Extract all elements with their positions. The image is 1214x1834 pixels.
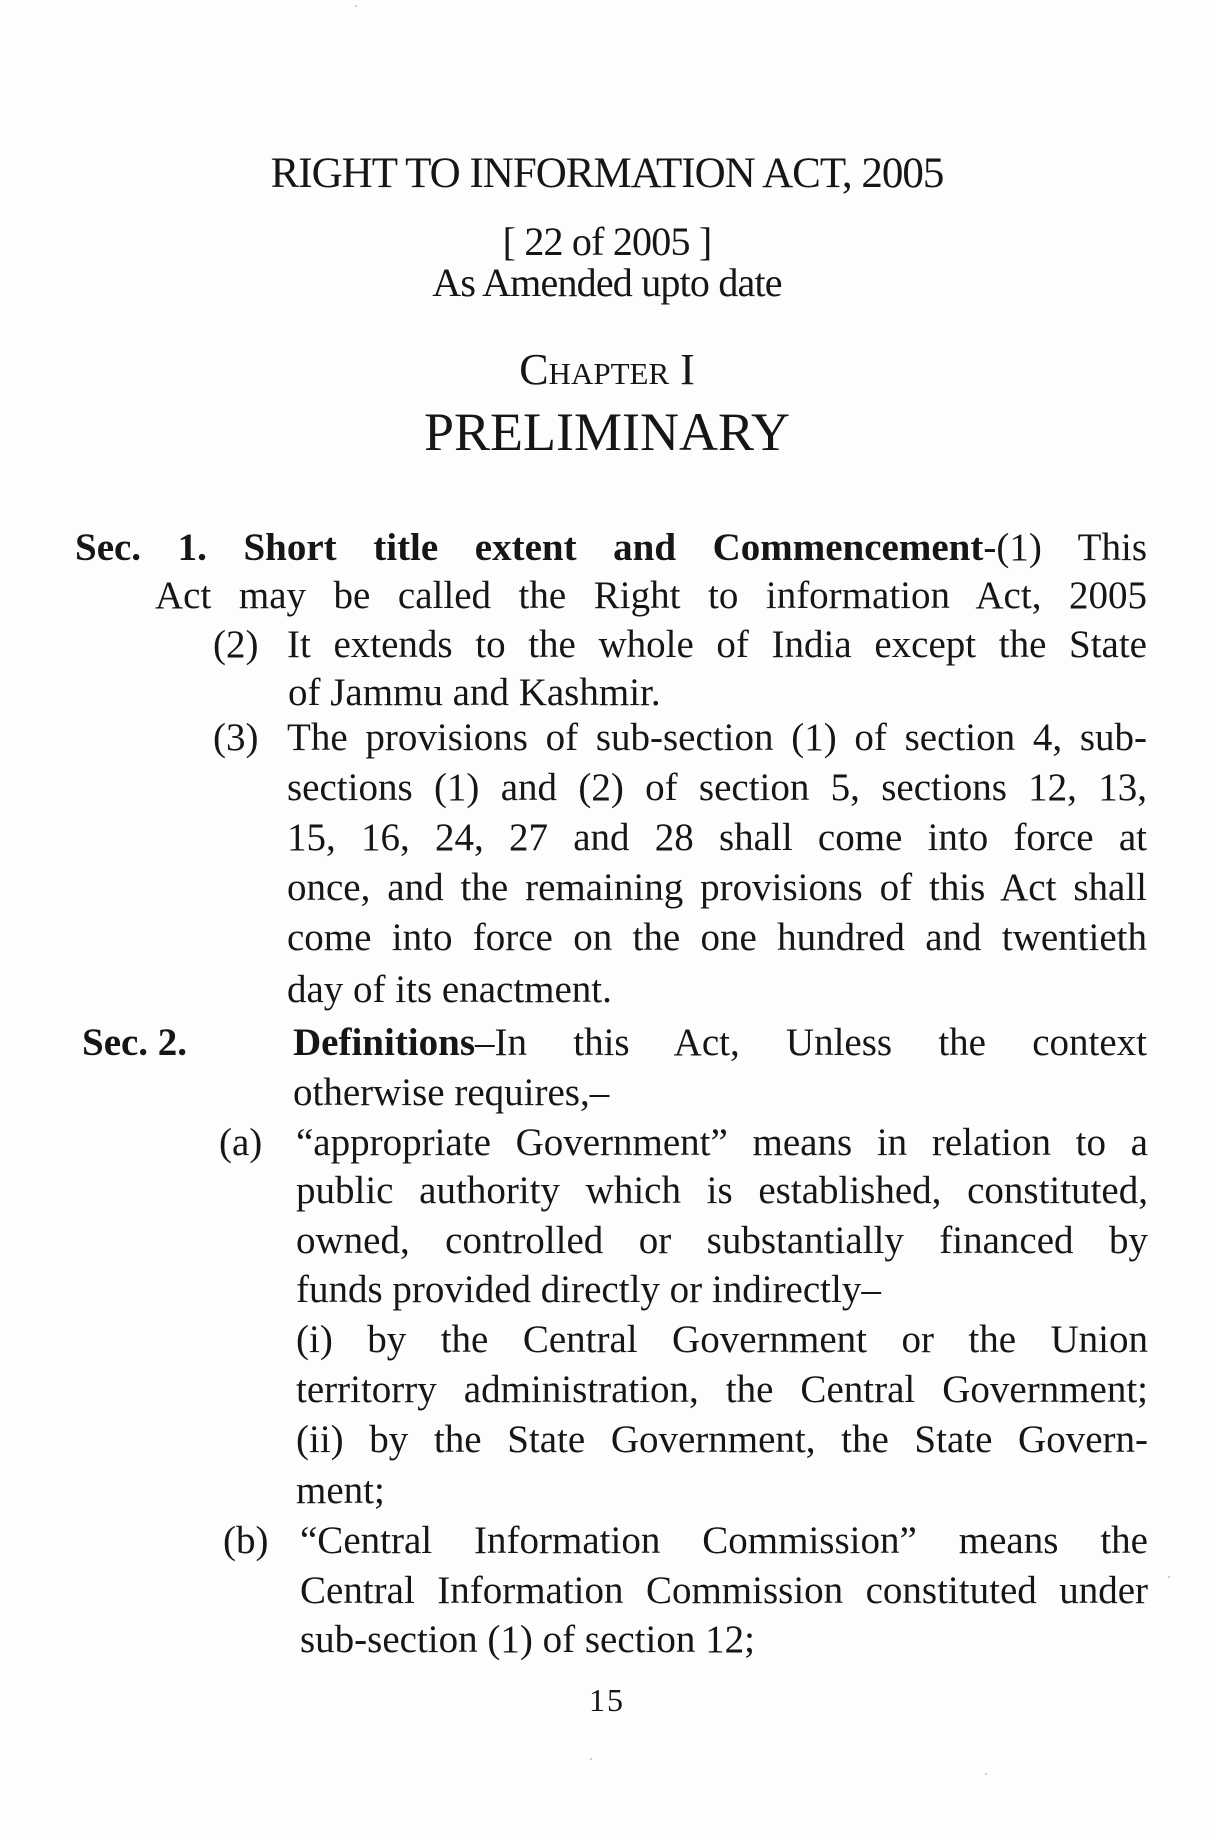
amendment-note: As Amended upto date xyxy=(432,260,782,305)
act-number: [ 22 of 2005 ] xyxy=(502,219,712,264)
section-2-heading-line xyxy=(293,1023,1147,1067)
clause-text: 15, 16, 24, 27 and 28 shall come into force at xyxy=(287,816,1147,859)
subclause-line xyxy=(296,1370,1148,1414)
clause-line xyxy=(287,918,1147,962)
clause-text: sections (1) and (2) of section 5, sections 12, 13, xyxy=(287,766,1147,809)
clause-line: sub-section (1) of section 12; xyxy=(300,1618,755,1661)
section-text: –In this Act, Unless the context xyxy=(475,1021,1147,1064)
clause-line xyxy=(296,1171,1148,1215)
clause-marker: (b) xyxy=(223,1519,269,1562)
clause-text: once, and the remaining provisions of this Act shall xyxy=(287,866,1147,909)
subclause-text: (i) by the Central Government or the Union xyxy=(296,1318,1148,1361)
clause-line xyxy=(287,718,1147,762)
section-1-line xyxy=(155,576,1147,620)
section-text: -(1) This xyxy=(983,526,1148,569)
subclause-line: ment; xyxy=(296,1469,385,1512)
section-1-heading-line xyxy=(75,528,1147,572)
section-label: Sec. 2. xyxy=(82,1021,188,1064)
clause-text: public authority which is established, constituted, xyxy=(296,1169,1148,1212)
section-text: otherwise requires,– xyxy=(293,1071,610,1114)
clause-marker: (3) xyxy=(213,716,259,759)
clause-line xyxy=(300,1571,1148,1615)
clause-marker: (2) xyxy=(213,623,259,666)
clause-text: “appropriate Government” means in relation to a xyxy=(296,1121,1148,1164)
clause-line: day of its enactment. xyxy=(287,968,612,1011)
clause-line xyxy=(287,868,1147,912)
act-title: RIGHT TO INFORMATION ACT, 2005 xyxy=(270,150,944,197)
clause-marker: (a) xyxy=(219,1121,263,1164)
clause-text: “Central Information Commission” means the xyxy=(300,1519,1148,1562)
scan-speck xyxy=(985,1773,987,1775)
clause-text: owned, controlled or substantially financed by xyxy=(296,1219,1148,1262)
subclause-line xyxy=(296,1320,1148,1364)
clause-text: come into force on the one hundred and twentieth xyxy=(287,916,1147,959)
subclause-text: territorry administration, the Central Government; xyxy=(296,1368,1148,1411)
subclause-text: (ii) by the State Government, the State Govern- xyxy=(296,1418,1148,1461)
section-text: Act may be called the Right to information Act, 2005 xyxy=(155,574,1147,617)
clause-line xyxy=(296,1123,1148,1167)
scan-speck xyxy=(1168,1576,1170,1578)
clause-line: funds provided directly or indirectly– xyxy=(296,1268,881,1311)
clause-text: Central Information Commission constituted under xyxy=(300,1569,1148,1612)
section-heading: Short title extent and Commencement xyxy=(243,526,984,569)
scan-speck xyxy=(355,5,357,7)
clause-text: It extends to the whole of India except the State xyxy=(287,623,1147,666)
clause-line xyxy=(287,818,1147,862)
subclause-line xyxy=(296,1420,1148,1464)
chapter-title: PRELIMINARY xyxy=(423,402,791,462)
page-number: 15 xyxy=(589,1682,625,1718)
section-label: Sec. 1. xyxy=(75,526,207,569)
scan-speck xyxy=(590,1758,592,1760)
clause-line xyxy=(296,1221,1148,1265)
clause-line: of Jammu and Kashmir. xyxy=(288,671,661,714)
section-heading: Definitions xyxy=(293,1021,476,1064)
clause-text: The provisions of sub-section (1) of section 4, sub- xyxy=(287,716,1147,759)
clause-line xyxy=(287,625,1147,669)
clause-line xyxy=(300,1521,1148,1565)
clause-line xyxy=(287,768,1147,812)
chapter-label: Chapter I xyxy=(519,345,695,394)
